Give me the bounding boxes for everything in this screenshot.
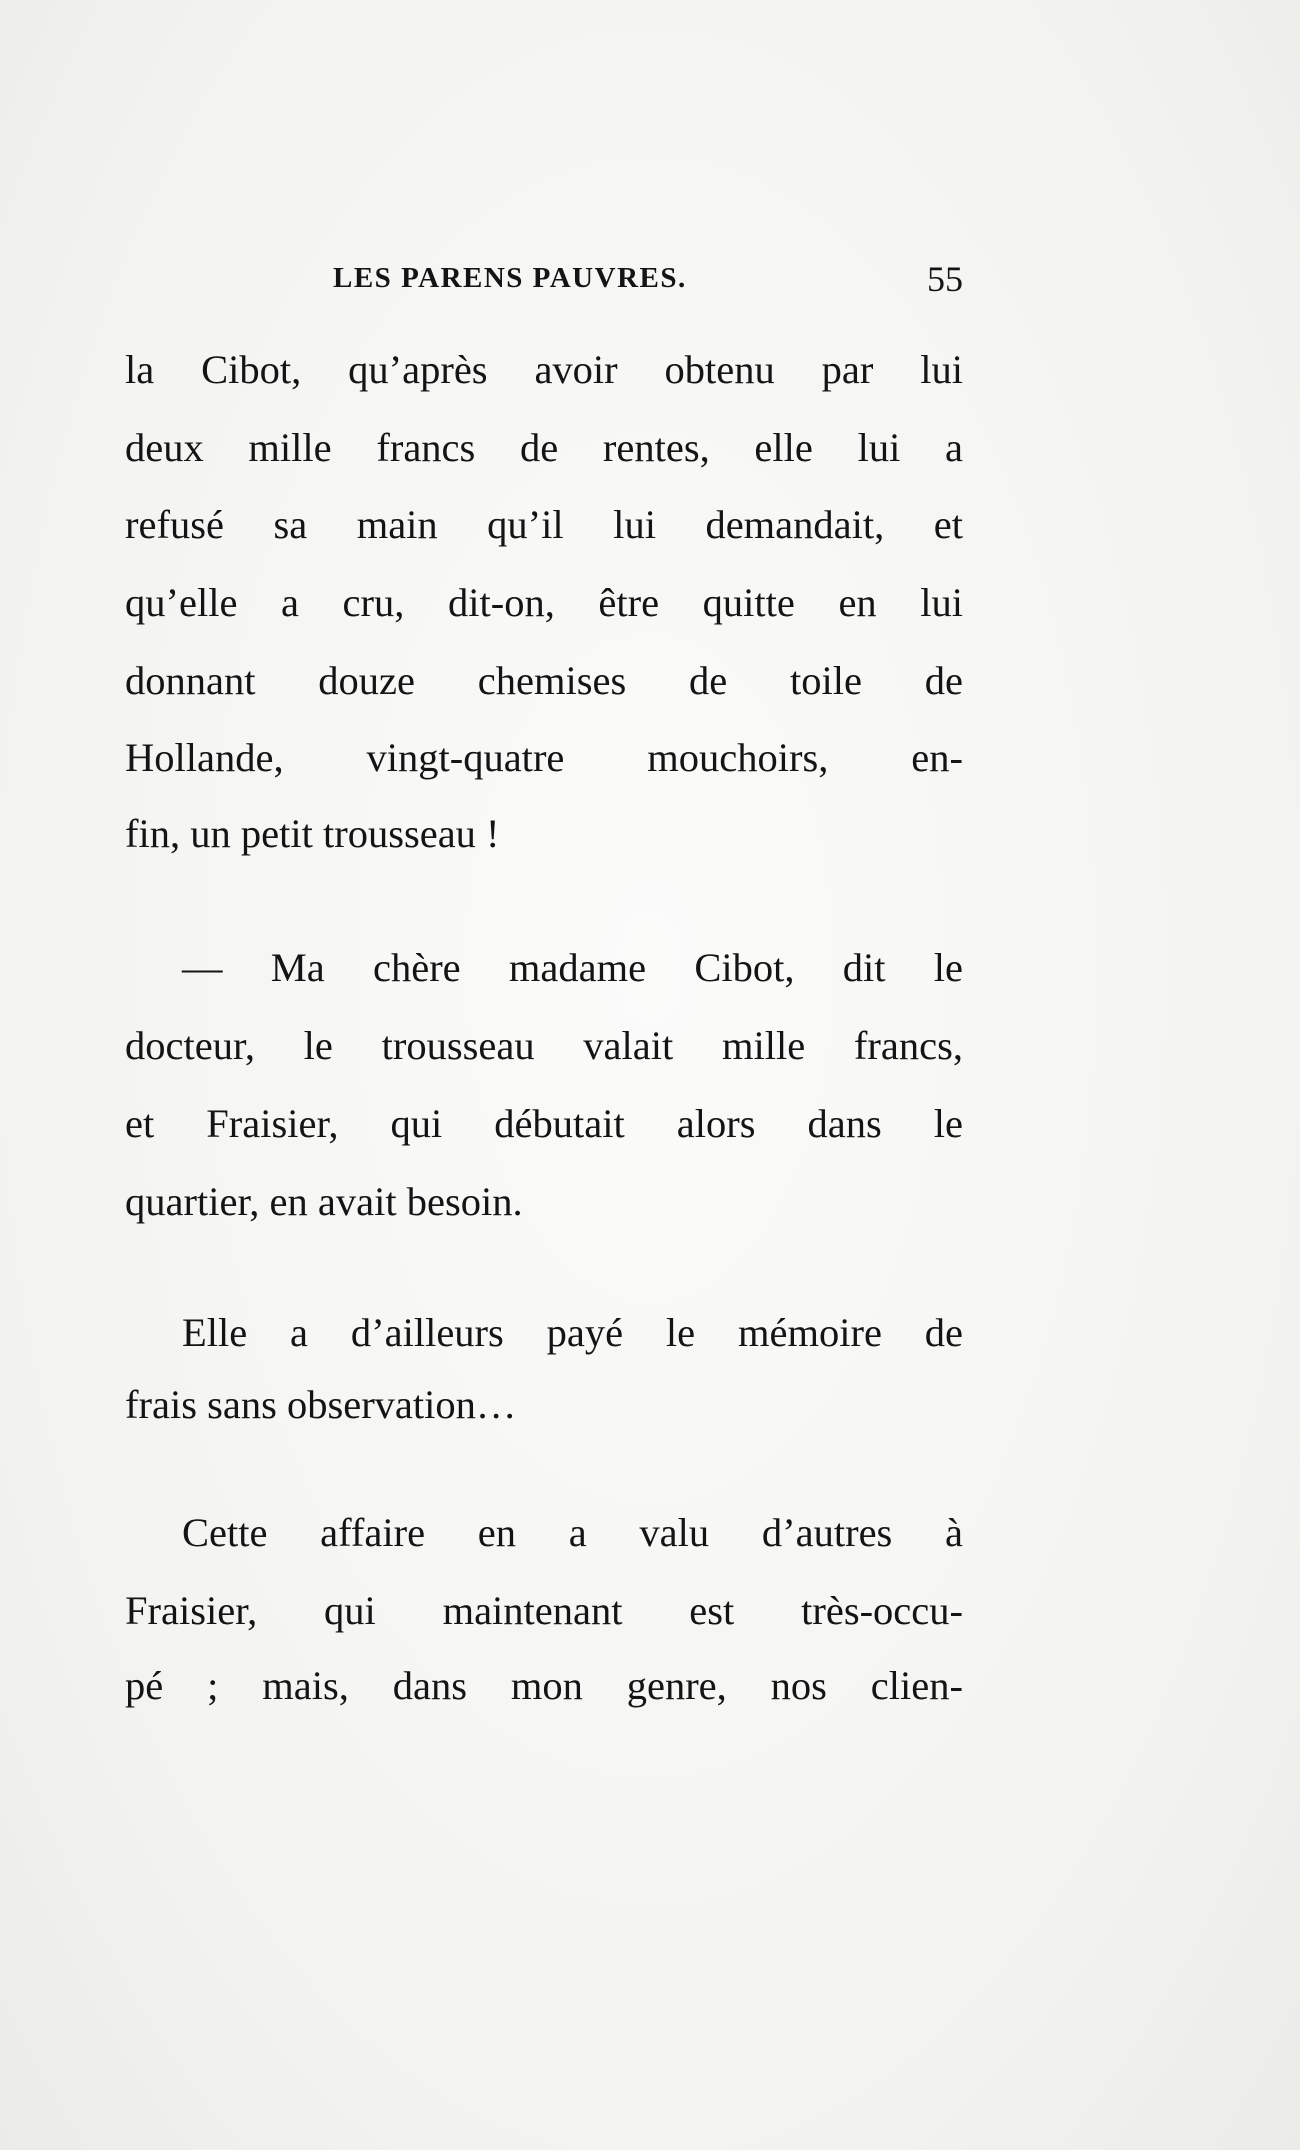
text-line: qu’elle a cru, dit-on, être quitte en lui <box>125 580 963 625</box>
page-number: 55 <box>927 259 963 299</box>
text-line: Hollande, vingt-quatre mouchoirs, en- <box>125 735 963 780</box>
text-line: donnant douze chemises de toile de <box>125 658 963 703</box>
text-line: fin, un petit trousseau ! <box>125 811 500 856</box>
text-line: la Cibot, qu’après avoir obtenu par lui <box>125 347 963 392</box>
text-line: et Fraisier, qui débutait alors dans le <box>125 1101 963 1146</box>
text-line: docteur, le trousseau valait mille francs, <box>125 1023 963 1068</box>
text-line: deux mille francs de rentes, elle lui a <box>125 425 963 470</box>
text-line: Fraisier, qui maintenant est très-occu- <box>125 1588 963 1633</box>
text-line: quartier, en avait besoin. <box>125 1179 523 1224</box>
running-title: LES PARENS PAUVRES. <box>333 262 687 294</box>
text-line: pé ; mais, dans mon genre, nos clien- <box>125 1663 963 1708</box>
text-line: Elle a d’ailleurs payé le mémoire de <box>182 1310 963 1355</box>
text-line: — Ma chère madame Cibot, dit le <box>182 945 963 990</box>
page-header <box>125 259 963 302</box>
text-line: frais sans observation… <box>125 1382 517 1427</box>
text-line: refusé sa main qu’il lui demandait, et <box>125 502 963 547</box>
text-line: Cette affaire en a valu d’autres à <box>182 1510 963 1555</box>
